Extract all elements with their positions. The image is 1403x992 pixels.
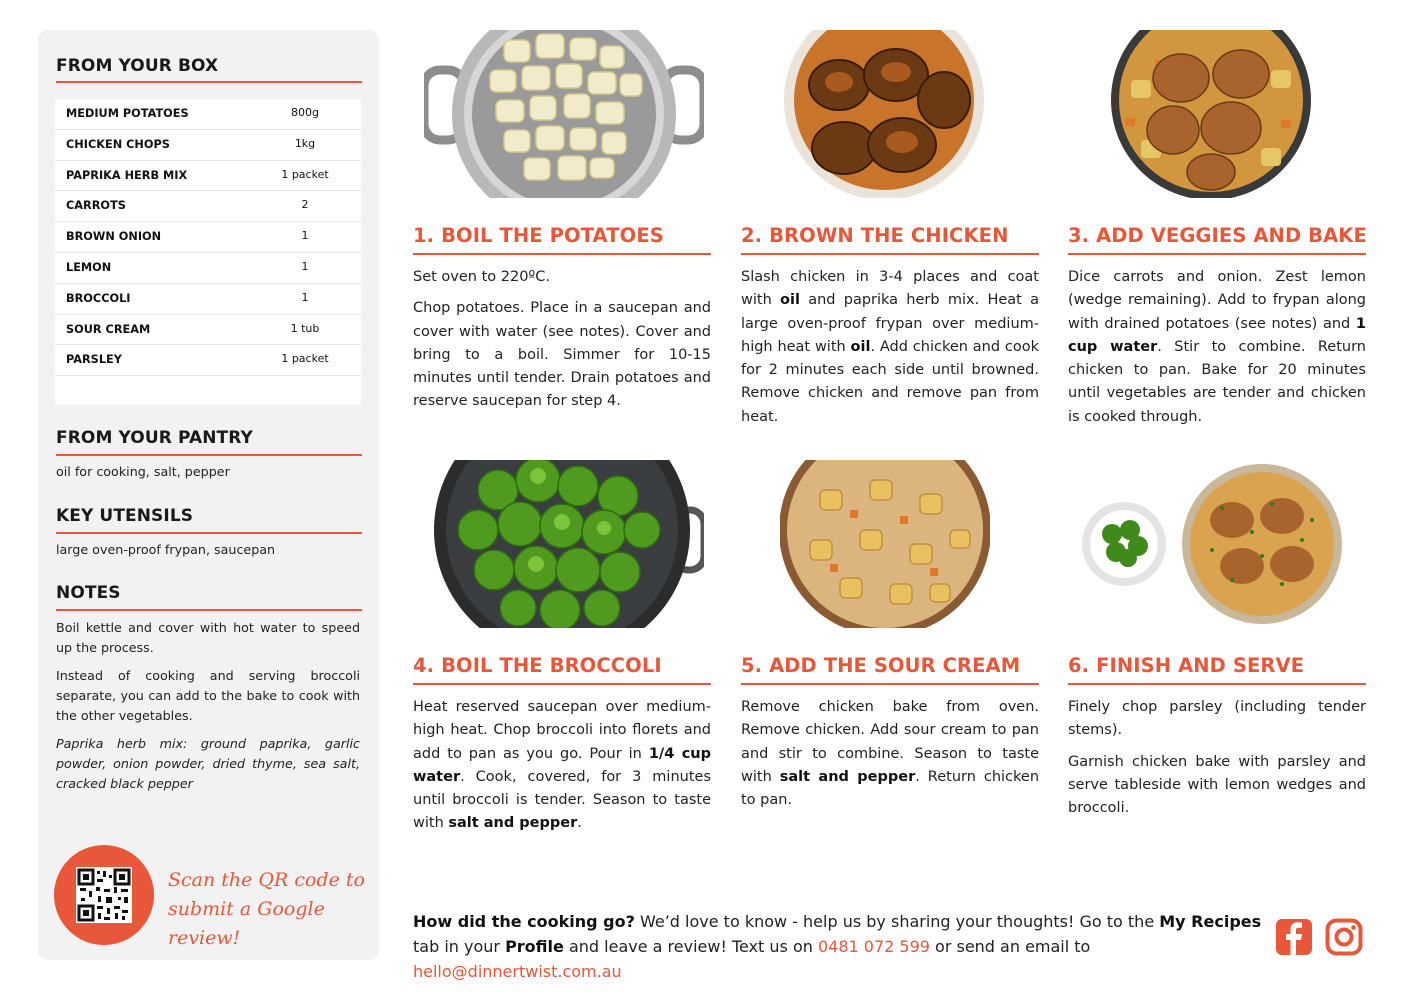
step-paragraph	[1068, 751, 1366, 821]
step-rule	[413, 253, 711, 255]
ingredient-row	[55, 222, 361, 253]
ingredient-name: MEDIUM POTATOES	[66, 107, 189, 120]
step-paragraph	[1068, 696, 1366, 743]
step-text: Heat reserved saucepan over medium-high heat. Chop broccoli into florets and add to pan as you go. Pour in	[413, 699, 711, 762]
qr-caption-line: Scan the QR code to	[168, 869, 365, 891]
step-6-body	[1068, 696, 1366, 828]
note-3: Paprika herb mix: ground paprika, garlic powder, onion powder, dried thyme, sea salt, cracked black pepper	[56, 736, 360, 791]
step-3-title: 3. ADD VEGGIES AND BAKE	[1068, 224, 1367, 247]
step-paragraph	[413, 266, 711, 289]
step-emphasis: oil	[850, 338, 871, 355]
box-ingredients-table	[55, 99, 361, 405]
step-1-body	[413, 266, 711, 422]
footer-text: We’d love to know - help us by sharing your thoughts! Go to the	[634, 912, 1160, 931]
step-6-title: 6. FINISH AND SERVE	[1068, 654, 1305, 677]
step-text: . Add chicken and cook for 2 minutes each side until browned. Remove chicken and remove pan from heat.	[741, 338, 1039, 425]
step-2-body	[741, 266, 1039, 437]
step-paragraph	[413, 696, 711, 836]
step-emphasis: 1 cup water	[1068, 315, 1366, 355]
ingredient-row	[55, 315, 361, 346]
ingredient-qty: 2	[301, 198, 309, 212]
step-emphasis: salt and pepper	[448, 815, 578, 832]
ingredient-qty: 1	[301, 290, 309, 304]
ingredient-row	[55, 99, 361, 130]
ingredient-row	[55, 161, 361, 192]
step-text: and paprika herb mix. Heat a large oven-proof frypan over medium-high heat with	[741, 292, 1039, 355]
qr-caption-line: submit a Google review!	[168, 898, 325, 949]
step-text: . Cook, covered, for 3 minutes until broccoli is tender. Season to taste with	[413, 768, 711, 832]
ingredient-qty: 800g	[291, 106, 319, 119]
ingredient-qty: 1 tub	[290, 321, 320, 335]
step-text: Finely chop parsley (including tender stems).	[1068, 699, 1366, 739]
ingredient-name: BROWN ONION	[66, 230, 162, 244]
step-text: .	[577, 815, 582, 832]
email-link[interactable]: hello@dinnertwist.com.au	[413, 962, 622, 981]
step-rule	[741, 253, 1039, 255]
ingredient-name: CHICKEN CHOPS	[66, 137, 170, 151]
notes-title: NOTES	[56, 583, 121, 603]
step-5-body	[741, 696, 1039, 820]
section-rule	[56, 532, 362, 534]
note-2: Instead of cooking and serving broccoli separate, you can add to the bake to cook with the other vegetables.	[56, 668, 360, 723]
ingredient-name: BROCCOLI	[66, 291, 131, 305]
step-emphasis: 1/4 cup water	[413, 745, 712, 785]
step-paragraph	[741, 696, 1039, 812]
ingredient-row	[55, 345, 361, 376]
step-text: Dice carrots and onion. Zest lemon (wedge remaining). Add to frypan along with drained potatoes (see notes) and	[1068, 269, 1366, 332]
qr-code-icon[interactable]	[76, 867, 132, 923]
key-utensils-title: KEY UTENSILS	[56, 506, 194, 526]
step-text: Set oven to 220ºC.	[413, 269, 550, 285]
from-your-pantry-title: FROM YOUR PANTRY	[56, 428, 253, 448]
from-your-box-title: FROM YOUR BOX	[56, 56, 219, 76]
step-rule	[1068, 253, 1366, 255]
step-4-body	[413, 696, 711, 844]
qr-badge[interactable]	[54, 845, 154, 945]
section-rule	[56, 454, 362, 456]
step-emphasis: oil	[780, 292, 800, 309]
step-paragraph	[1068, 266, 1366, 429]
phone-link[interactable]: 0481 072 599	[817, 937, 930, 956]
step-4-title: 4. BOIL THE BROCCOLI	[413, 654, 662, 677]
ingredient-name: PARSLEY	[66, 353, 122, 367]
ingredient-qty: 1	[301, 259, 309, 273]
step-rule	[413, 683, 711, 685]
facebook-icon[interactable]	[1275, 918, 1313, 956]
step-emphasis: salt and pepper	[779, 768, 916, 785]
section-rule	[56, 81, 362, 83]
ingredient-row	[55, 253, 361, 284]
step-paragraph	[741, 266, 1039, 429]
pantry-text: oil for cooking, salt, pepper	[56, 464, 230, 479]
utensils-text: large oven-proof frypan, saucepan	[56, 542, 276, 557]
footer-text: or send an email to	[929, 937, 1091, 956]
photo-browned-chicken	[784, 30, 984, 198]
ingredients-sidebar	[38, 30, 379, 960]
photo-veggie-bake	[1111, 30, 1311, 198]
my-recipes-link[interactable]: My Recipes	[1159, 912, 1262, 931]
ingredient-row	[55, 284, 361, 315]
ingredient-row	[55, 191, 361, 222]
photo-sour-cream-bake	[780, 460, 990, 628]
ingredient-name: LEMON	[66, 260, 112, 274]
photo-boiled-potatoes	[424, 30, 704, 198]
ingredient-qty: 1 packet	[281, 167, 329, 181]
photo-finished-dish	[1072, 460, 1344, 628]
step-5-title: 5. ADD THE SOUR CREAM	[741, 654, 1021, 677]
section-rule	[56, 609, 362, 611]
step-text: Garnish chicken bake with parsley and serve tableside with lemon wedges and broccoli.	[1068, 753, 1366, 817]
ingredient-qty: 1 packet	[281, 352, 329, 366]
ingredient-row	[55, 130, 361, 161]
step-3-body	[1068, 266, 1366, 437]
step-paragraph	[413, 297, 711, 413]
footer-text: tab in your	[413, 937, 506, 956]
note-1: Boil kettle and cover with hot water to speed up the process.	[56, 620, 360, 655]
ingredient-qty: 1kg	[294, 136, 316, 150]
step-1-title: 1. BOIL THE POTATOES	[413, 224, 664, 247]
profile-link[interactable]: Profile	[505, 937, 564, 956]
step-2-title: 2. BROWN THE CHICKEN	[741, 224, 1009, 247]
step-text: . Return chicken to pan.	[741, 768, 1040, 809]
step-text: . Stir to combine. Return chicken to pan. Bake for 20 minutes until vegetables are tender and chicken is cooked through.	[1068, 338, 1366, 425]
step-rule	[1068, 683, 1366, 685]
instagram-icon[interactable]	[1325, 918, 1363, 956]
ingredient-name: CARROTS	[66, 199, 126, 213]
review-footer	[413, 909, 1263, 984]
step-text: Chop potatoes. Place in a saucepan and cover with water (see notes). Cover and bring to a boil. Simmer for 10-15 minutes until tender. Drain potatoes and reserve saucepan for step 4.	[413, 300, 711, 410]
ingredient-name: SOUR CREAM	[66, 322, 151, 336]
step-text: Slash chicken in 3-4 places and coat with	[741, 269, 1039, 309]
qr-caption	[168, 866, 368, 953]
ingredient-qty: 1	[301, 229, 309, 243]
step-rule	[741, 683, 1039, 685]
step-text: Remove chicken bake from oven. Remove chicken. Add sour cream to pan and stir to combine. Season to taste with	[741, 699, 1039, 785]
ingredient-name: PAPRIKA HERB MIX	[66, 168, 188, 182]
photo-broccoli	[428, 460, 704, 628]
footer-question: How did the cooking go?	[413, 912, 635, 931]
footer-text: and leave a review! Text us on	[563, 937, 818, 956]
